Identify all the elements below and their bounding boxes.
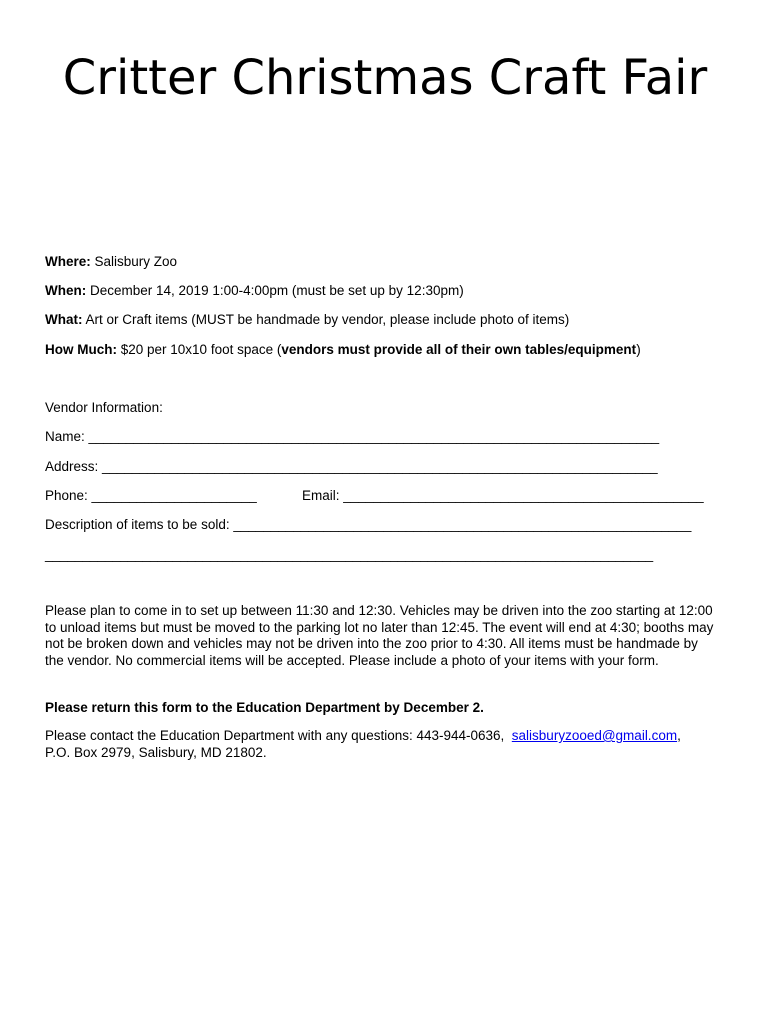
what-row bbox=[45, 311, 569, 328]
address-field[interactable]: Address: __________________________________________________________________________ bbox=[45, 459, 658, 474]
page-title: Critter Christmas Craft Fair bbox=[62, 50, 708, 106]
where-label: Where: bbox=[45, 254, 91, 269]
where-row bbox=[45, 253, 177, 270]
email-field[interactable]: Email: ________________________________________________ bbox=[302, 488, 704, 503]
contact-text: Please contact the Education Department with any questions: 443-944-0636, bbox=[45, 728, 512, 743]
email-link[interactable]: salisburyzooed@gmail.com bbox=[511, 728, 678, 743]
setup-instructions: Please plan to come in to set up between 11:30 and 12:30. Vehicles may be driven into the zoo starting at 12:00 to unload items but must be moved to the parking lot no later than 12:45. The event will end at 4:30; booths may not be broken down and vehicles may not be driven into the zoo prior to 4:30. All items must be handmade by the vendor. No commercial items will be accepted. Please include a photo of your items with your form. bbox=[45, 603, 714, 668]
name-field[interactable]: Name: ____________________________________________________________________________ bbox=[45, 429, 660, 444]
contact-comma: , bbox=[677, 728, 681, 743]
how-much-value: $20 per 10x10 foot space ( bbox=[117, 342, 282, 357]
when-label: When: bbox=[45, 283, 87, 298]
contact-address: P.O. Box 2979, Salisbury, MD 21802. bbox=[45, 744, 267, 760]
return-notice: Please return this form to the Education Department by December 2. bbox=[45, 700, 484, 715]
what-value: Art or Craft items (MUST be handmade by vendor, please include photo of items) bbox=[82, 312, 570, 327]
where-value: Salisbury Zoo bbox=[90, 254, 178, 269]
how-much-note: vendors must provide all of their own tables/equipment bbox=[281, 342, 637, 357]
contact-info bbox=[45, 728, 715, 761]
what-label: What: bbox=[45, 312, 83, 327]
phone-field[interactable]: Phone: ______________________ bbox=[45, 488, 257, 503]
how-much-end: ) bbox=[636, 342, 641, 357]
how-much-label: How Much: bbox=[45, 342, 117, 357]
when-row bbox=[45, 282, 464, 299]
description-extra-line[interactable]: _________________________________________________________________________________ bbox=[45, 547, 654, 562]
when-value: December 14, 2019 1:00-4:00pm (must be set up by 12:30pm) bbox=[86, 283, 464, 298]
description-field[interactable]: Description of items to be sold: _____________________________________________________________ bbox=[45, 517, 692, 532]
vendor-info-heading: Vendor Information: bbox=[45, 400, 163, 415]
how-much-row bbox=[45, 341, 641, 358]
